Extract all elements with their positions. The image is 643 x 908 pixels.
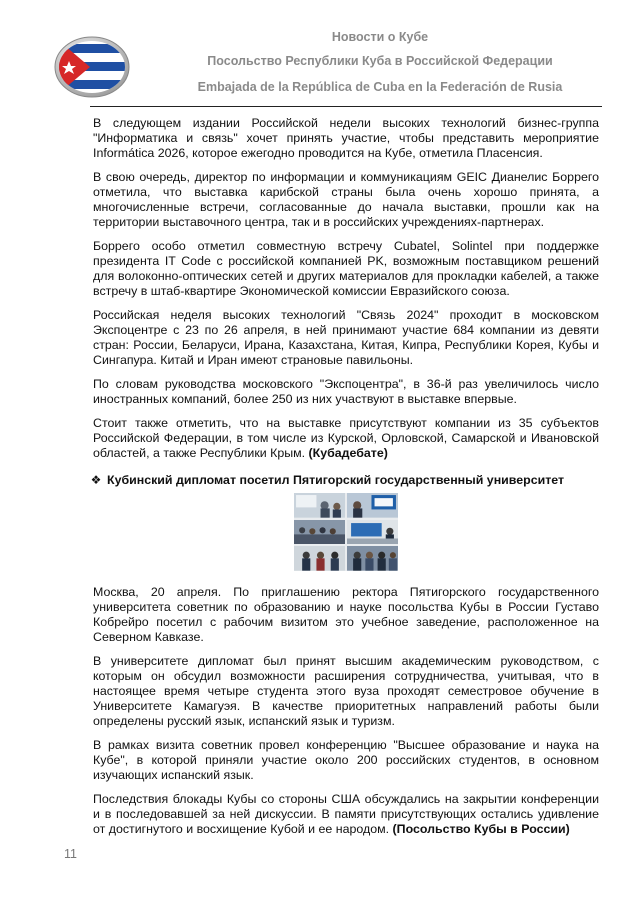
page-number: 11 (64, 847, 77, 861)
source-credit: (Посольство Кубы в России) (392, 822, 570, 836)
paragraph-text: Стоит также отметить, что на выставке присутствуют компании из 35 субъектов Российской Федерации, в том числе из Курской, Орловской, Самарской и Ивановской областей, а также Республики Крым. (93, 416, 599, 460)
header-embassy-ru: Посольство Республики Куба в Российской Федерации (207, 54, 553, 68)
header-title: Новости о Кубе (331, 30, 429, 44)
cuban-flag-logo (54, 36, 130, 98)
paragraph: В университете дипломат был принят высшим академическим руководством, с которым он обсудил возможности расширения сотрудничества, учитывая, что в настоящее время четыре студента этого вуза проходят семестровое обучение в Университете Камагуэя. В качестве приоритетных направлений работы были определены русский язык, испанский язык и туризм. (93, 654, 599, 728)
page-content (90, 116, 599, 846)
paragraph (93, 792, 599, 837)
photo-collage (294, 493, 398, 571)
photo-meeting-room (294, 493, 345, 518)
header-embassy-es: Embajada de la República de Cuba en la Federación de Rusia (197, 80, 563, 94)
paragraph: Москва, 20 апреля. По приглашению ректора Пятигорского государственного университета советник по образованию и науке посольства Кубы в России Густаво Кобрейро посетил с рабочим визитом это учебное заведение, расположенное на Северном Кавказе. (93, 585, 599, 644)
photo-presentation (347, 493, 398, 518)
article-title: Кубинский дипломат посетил Пятигорский государственный университет (107, 473, 565, 487)
paragraph: По словам руководства московского "Экспоцентра", в 36-й раз увеличилось число иностранных компаний, более 250 из них участвуют в выставке впервые. (93, 377, 599, 406)
page-header (0, 0, 643, 110)
paragraph: Российская неделя высоких технологий "Связь 2024" проходит в московском Экспоцентре с 23 по 26 апреля, в ней принимают участие 684 компании из девяти стран: России, Беларуси, Ирана, Казахстана, Китая, Кипра, Республики Корея, Кубы и Сингапура. Китай и Иран имеют страновые павильоны. (93, 308, 599, 367)
paragraph: Боррего особо отметил совместную встречу Cubatel, Solintel при поддержке президента IT Code с российской компанией PK, возможным поставщиком решений для волоконно-оптических сетей и других материалов для прокладки кабелей, а также встречу в штаб-квартире Экономической комиссии Евразийского союза. (93, 239, 599, 298)
paragraph (93, 416, 599, 461)
photo-group-right (347, 546, 398, 571)
paragraph-text: Последствия блокады Кубы со стороны США обсуждались на закрытии конференции и в последовавшей за ней дискуссии. В памяти присутствующих остались удивление от достигнутого и восхищение Кубой и ее народом. (93, 792, 599, 836)
header-divider (90, 106, 602, 107)
photo-container (93, 493, 599, 571)
diamond-bullet-icon: ❖ (90, 473, 102, 487)
article-heading (90, 473, 599, 487)
photo-group-left (294, 546, 345, 571)
source-credit: (Кубадебате) (308, 446, 388, 460)
paragraph: В следующем издании Российской недели высоких технологий бизнес-группа "Информатика и связь" хочет принять участие, чтобы представить мероприятие Informática 2026, которое ежегодно проводится на Кубе, отметила Пласенсия. (93, 116, 599, 160)
photo-lecture (347, 520, 398, 545)
paragraph: В рамках визита советник провел конференцию "Высшее образование и наука на Кубе", в которой приняли участие около 200 российских студентов, в основном изучающих испанский язык. (93, 738, 599, 782)
paragraph: В свою очередь, директор по информации и коммуникациям GEIC Дианелис Боррего отметила, что выставка карибской страны была очень хорошо принята, а многочисленные встречи, согласованные до начала выставки, прошли как на территории выставочного центра, так и в российских учреждениях-партнерах. (93, 170, 599, 229)
photo-audience (294, 520, 345, 545)
